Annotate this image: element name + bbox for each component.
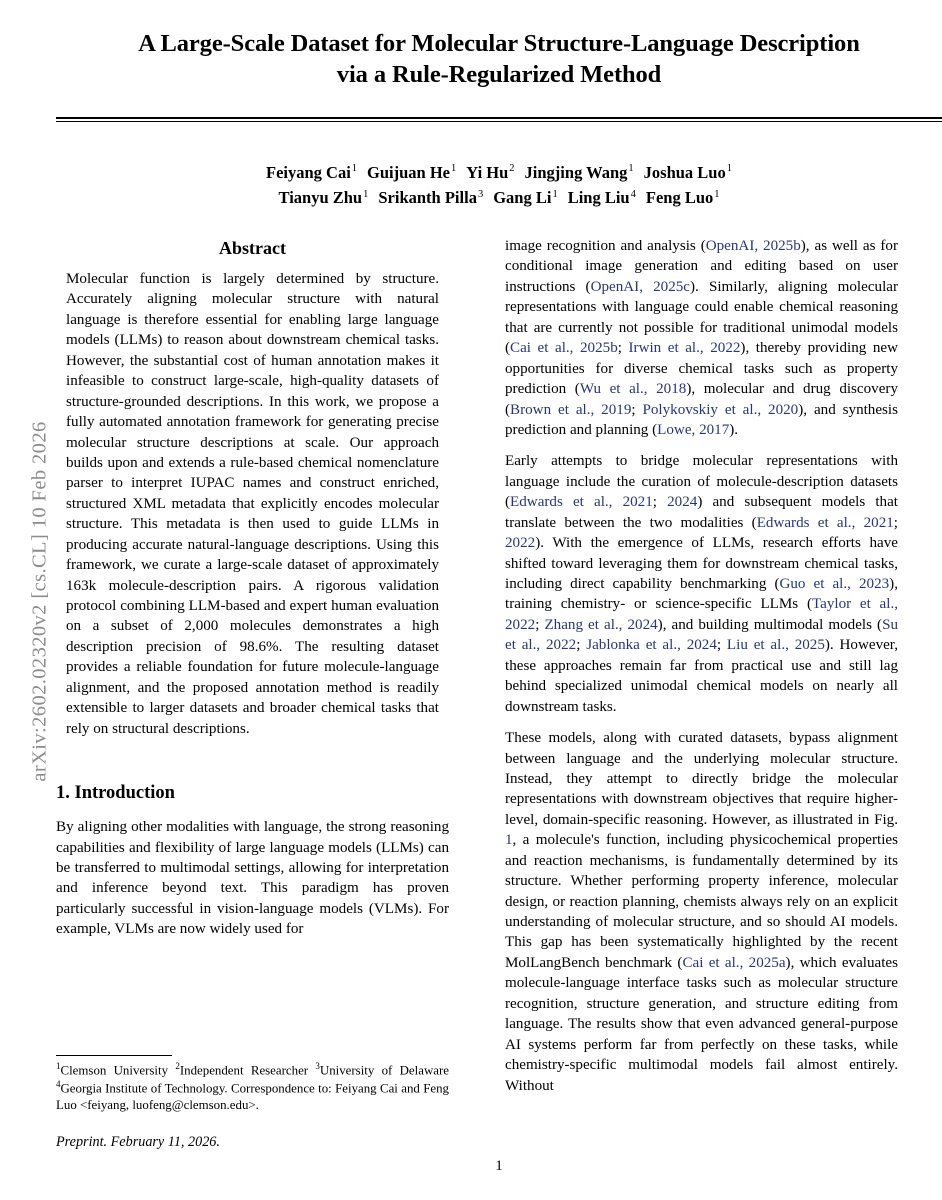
body-text: ), and synthesis prediction and planning ( — [505, 401, 898, 438]
right-paragraph-2 — [505, 451, 898, 717]
citation-link[interactable]: Lowe, 2017 — [657, 421, 730, 438]
title-divider — [56, 117, 942, 122]
body-text: ), and building multimodal models ( — [657, 616, 883, 633]
author-affiliation-marker: 1 — [451, 163, 457, 175]
body-text: ; — [631, 401, 643, 418]
body-text: ). With the emergence of LLMs, research efforts have shifted toward leveraging them for downstream chemical tasks, including direct capability benchmarking ( — [505, 535, 898, 592]
author-affiliation-marker: 1 — [552, 188, 558, 200]
body-text: ; — [576, 637, 587, 654]
abstract-heading: Abstract — [219, 238, 286, 258]
citation-link[interactable]: Wu et al., 2018 — [579, 381, 687, 398]
affiliation-footnote — [56, 1061, 449, 1114]
body-text: ; — [617, 340, 629, 357]
affiliation-text: University of Delaware — [319, 1063, 450, 1078]
citation-link[interactable]: Edwards et al., 2021 — [756, 514, 894, 531]
left-column — [56, 236, 449, 940]
citation-link[interactable]: Edwards et al., 2021 — [510, 494, 653, 511]
citation-link[interactable]: OpenAI, 2025c — [590, 278, 691, 295]
introduction-paragraph-1: By aligning other modalities with language, the strong reasoning capabilities and flexibility of large language models (LLMs) can be transferred to multimodal settings, allowing for interpretation and inference beyond text. This paradigm has proven particularly successful in vision-language models (VLMs). For example, VLMs are now widely used for — [56, 819, 449, 938]
two-column-body — [56, 236, 942, 1176]
author-name: Ling Liu$^4$ — [567, 188, 636, 208]
affiliation-marker: 3 — [315, 1061, 320, 1071]
citation-link[interactable]: Cai et al., 2025a — [682, 954, 786, 971]
body-text: ), molecular and drug discovery ( — [505, 381, 898, 418]
body-text: ; — [535, 616, 545, 633]
author-affiliation-marker: 1 — [714, 188, 720, 200]
right-column — [505, 236, 898, 1107]
affiliation-text: Georgia Institute of Technology. Correspondence to: Feiyang Cai and Feng Luo <feiyang, luofeng@clemson.edu>. — [56, 1081, 449, 1113]
author-affiliation-marker: 1 — [351, 163, 358, 175]
author-name: Yi Hu$^2$ — [466, 162, 515, 182]
body-text: These models, along with curated datasets, bypass alignment between language and the underlying molecular structure. Instead, they attempt to directly bridge the molecular representations with downstream objectives that require higher-level, domain-specific reasoning. However, as illustrated in Fig. — [505, 730, 898, 828]
paper-page — [56, 0, 942, 1200]
author-name: Srikanth Pilla$^3$ — [378, 188, 484, 208]
body-text: image recognition and analysis ( — [505, 238, 706, 254]
body-text: ), training chemistry- or science-specific LLMs ( — [505, 576, 898, 613]
citation-link[interactable]: Brown et al., 2019 — [510, 401, 632, 418]
body-text: ), thereby providing new opportunities for diverse chemical tasks such as property prediction ( — [505, 340, 898, 398]
author-affiliation-marker: 1 — [726, 163, 732, 175]
body-text: ). However, these approaches remain far from practical use and still lag behind specialized unimodal chemical models on nearly all downstream tasks. — [505, 637, 899, 715]
preprint-notice: Preprint. February 11, 2026. — [56, 1133, 220, 1150]
citation-link[interactable]: Liu et al., 2025 — [726, 637, 825, 654]
citation-link[interactable]: Taylor et al., 2022 — [505, 596, 898, 633]
arxiv-stamp — [0, 0, 56, 1200]
author-name: Guijuan He$^1$ — [367, 162, 457, 182]
citation-link[interactable]: Zhang et al., 2024 — [544, 616, 658, 633]
citation-link[interactable]: Su et al., 2022 — [505, 616, 899, 654]
affiliation-marker: 2 — [175, 1061, 180, 1071]
right-paragraph-3 — [505, 728, 898, 1096]
footnote-divider — [56, 1055, 172, 1056]
page-title — [94, 28, 904, 91]
author-affiliation-marker: 1 — [363, 188, 369, 200]
title-block — [56, 0, 942, 211]
affiliation-marker: 1 — [56, 1061, 61, 1071]
citation-link[interactable]: 2022 — [505, 535, 536, 552]
author-affiliation-marker: 3 — [477, 188, 484, 200]
author-name: Joshua Luo$^1$ — [643, 162, 732, 182]
author-affiliation-marker: 4 — [630, 188, 636, 200]
body-text: ) and subsequent models that translate between the two modalities ( — [505, 494, 898, 531]
affiliation-text: Independent Researcher — [179, 1063, 316, 1078]
body-text: ; — [716, 637, 727, 654]
right-paragraph-1 — [505, 236, 898, 440]
citation-link[interactable]: Irwin et al., 2022 — [628, 340, 741, 357]
author-name: Jingjing Wang$^1$ — [524, 162, 634, 182]
citation-link[interactable]: 2024 — [667, 494, 698, 511]
affiliation-marker: 4 — [56, 1079, 61, 1090]
citation-link[interactable]: 1 — [505, 832, 513, 849]
page-number: 1 — [495, 1158, 503, 1174]
author-affiliation-marker: 2 — [509, 163, 515, 175]
footnote-block — [56, 1055, 449, 1151]
body-text: ; — [652, 494, 668, 511]
body-text: ), as well as for conditional image generation and editing based on user instructions ( — [505, 238, 898, 295]
affiliation-text: Clemson University — [60, 1063, 176, 1078]
author-affiliation-marker: 1 — [628, 163, 634, 175]
citation-link[interactable]: OpenAI, 2025b — [705, 238, 801, 254]
citation-link[interactable]: Cai et al., 2025b — [510, 340, 618, 357]
citation-link[interactable]: Guo et al., 2023 — [779, 576, 890, 592]
body-text: ; — [893, 514, 898, 531]
author-name: Feng Luo$^1$ — [645, 188, 720, 208]
author-name: Feiyang Cai$^1$ — [265, 162, 358, 182]
title-line-1: A Large-Scale Dataset for Molecular Structure-Language Description — [138, 30, 860, 57]
section-heading-introduction: 1. Introduction — [56, 783, 175, 804]
citation-link[interactable]: Jablonka et al., 2024 — [586, 637, 717, 654]
body-text: ). — [729, 421, 739, 438]
abstract-text: Molecular function is largely determined by structure. Accurately aligning molecular structure with natural language is therefore essential for enabling large language models (LLMs) to reason about downstream chemical tasks. However, the substantial cost of human annotation makes it infeasible to construct large-scale, high-quality datasets of structure-grounded descriptions. In this work, we propose a fully automated annotation framework for generating precise molecular structure descriptions at scale. Our approach builds upon and extends a rule-based chemical nomenclature parser to interpret IUPAC names and construct enriched, structured XML metadata that explicitly encodes molecular structure. This metadata is then used to guide LLMs in producing accurate natural-language descriptions. Using this framework, we curate a large-scale dataset of approximately 163k molecule-description pairs. A rigorous validation protocol combining LLM-based and expert human evaluation on a subset of 2,000 molecules demonstrates a high description precision of 98.6%. The resulting dataset provides a reliable foundation for future molecule-language alignment, and the proposed annotation method is readily extensible to larger datasets and broader chemical tasks that rely on structural descriptions. — [66, 271, 439, 737]
author-name: Gang Li$^1$ — [493, 188, 558, 208]
arxiv-stamp-text: arXiv:2602.02320v2 [cs.CL] 10 Feb 2026 — [28, 421, 51, 782]
body-text: Early attempts to bridge molecular representations with language include the curation of molecule-description datasets ( — [505, 453, 898, 511]
body-text: , a molecule's function, including physicochemical properties and reaction mechanisms, is fundamentally determined by its structure. Whether performing property inference, molecular design, or reaction planning, chemists always rely on an explicit understanding of molecular structure, and so should AI models. This gap has been systematically highlighted by the recent MolLangBench benchmark ( — [505, 832, 898, 971]
citation-link[interactable]: Polykovskiy et al., 2020 — [642, 401, 799, 418]
body-text: ), which evaluates molecule-language interface tasks such as molecular structure recognition, structure generation, and structure editing from language. The results show that even advanced general-purpose AI systems perform far from perfectly on these tasks, while chemistry-specific multimodal models fail almost entirely. Without — [505, 954, 899, 1094]
author-list — [56, 160, 942, 211]
body-text: ). Similarly, aligning molecular representations with language could enable chemical reasoning that are currently not possible for traditional unimodal models ( — [505, 278, 898, 357]
title-line-2: via a Rule-Regularized Method — [336, 61, 662, 89]
author-name: Tianyu Zhu$^1$ — [278, 188, 369, 208]
